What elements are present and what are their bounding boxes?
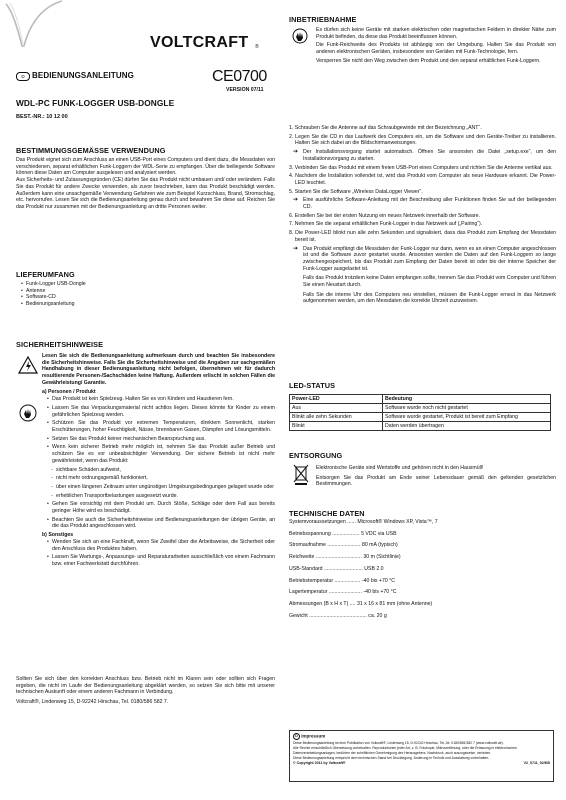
info-hand-icon [18,404,38,422]
intended-use-heading: BESTIMMUNGSGEMÄSSE VERWENDUNG [16,146,166,155]
list-item: - nicht mehr ordnungsgemäß funktioniert, [42,475,275,482]
hint-row [289,197,556,210]
brand-logo: VOLTCRAFT [150,34,249,51]
table-row [290,422,551,431]
crossed-bin-icon [293,463,309,485]
address-text: Voltcraft®, Lindenweg 15, D-92242 Hirschau, Tel. 0180/586 582 7. [16,699,169,706]
disposal-section [316,465,556,488]
step-item: 7. Nehmen Sie die separat erhältlichen Funk-Logger in das Netzwerk auf („Pairing“). [289,221,483,228]
step-item: 2. Legen Sie die CD in das Laufwerk des Computers ein, um die Software und den Geräte-Treiber zu installieren. Halten Sie sich dabei an die Bildschirmanweisungen. [289,133,556,147]
imprint-footer [293,761,550,766]
list-item: • Lassen Sie Wartungs-, Anpassungs- und Reparaturarbeiten ausschließlich von einem Fachmann bzw. einer Fachwerkstatt durchführen. [42,554,275,567]
brand-swoosh-graphic [4,0,64,48]
spec-row: Reichweite ................................ 30 m (Sichtlinie) [289,554,401,561]
intended-use-section [16,157,275,211]
arrow-right-icon: ➔ [293,149,299,156]
right-column [283,0,566,800]
safety-heading: SICHERHEITSHINWEISE [16,340,104,349]
hint-text: Das Produkt empfängt die Messdaten der Funk-Logger nur dann, wenn es an einen Computer angeschlossen ist und die Software zuvor gestartet wurde. Ansonsten werden die Daten auf den Funk-Loggern so lange zwischengespeichert, bis das Produkt zum Empfang der Daten bereit ist oder bis der interne Speicher der Funk-Logger ausgelastet ist. [303,245,556,272]
product-title: WDL-PC FUNK-LOGGER USB-DONGLE [16,98,175,108]
tech-data-list [289,517,556,622]
table-cell: Software wurde noch nicht gestartet [383,404,551,413]
language-badge-icon: D [16,72,30,81]
hint-row [289,246,556,273]
note-text: Die Funk-Reichweite des Produkts ist abhängig von der Umgebung. Halten Sie das Produkt von anderen elektronischen Geräten, insbesondere von Geräten mit Funk-Technologie, fern. [316,42,556,56]
imprint-text: Diese Bedienungsanleitung ist eine Publikation von Voltcraft®, Lindenweg 15, D-92242 Hirschau, Tel.-Nr. 0180/586 582 7 (www.voltcraft.de). [293,741,504,745]
sub-heading-persons: a) Personen / Produkt [42,388,96,395]
spec-row: Abmessungen (B x H x T) .... 31 x 16 x 81 mm (ohne Antenne) [289,600,433,607]
arrow-right-icon: ➔ [293,245,299,252]
commissioning-notes [316,27,556,65]
list-item: • Antenne [16,288,275,295]
closing-text: Sollten Sie sich über den korrekten Anschluss bzw. Betrieb nicht im Klaren sein oder sollten sich Fragen ergeben, die nicht im Laufe der Bedienungsanleitung abgeklärt werden, so setzen Sie sich bitte mit unserer technischen Auskunft oder einem anderen Fachmann in Verbindung. [16,676,275,696]
table-cell: Blinkt alle zehn Sekunden [290,413,383,422]
commissioning-heading: INBETRIEBNAHME [289,15,357,24]
imprint-text: Diese Bedienungsanleitung entspricht dem technischen Stand bei Drucklegung. Änderung in Technik und Ausstattung vorbehalten. [293,755,490,760]
ce-mark: CE0700 [212,68,267,85]
note-text: Versperren Sie nicht den Weg zwischen dem Produkt und den separat erhältlichen Funk-Loggern. [316,57,541,64]
imprint-text: Alle Rechte einschließlich Übersetzung vorbehalten. Reproduktionen jeder Art, z. B. Fotokopie, Mikroverfilmung, oder die Erfassung in elektronischen Datenverarbeitungsanlagen, bedürfen der schriftlichen Genehmigung des Herausgebers. Nachdruck, auch auszugsweise, verboten. [293,746,517,755]
list-item: • Funk-Logger USB-Dongle [16,281,275,288]
step-item: 3. Verbinden Sie das Produkt mit einem freien USB-Port eines Computers und richten Sie die Antenne vertikal aus. [289,164,553,171]
spec-row: Betriebstemperatur .................. -40 bis +70 °C [289,577,396,584]
hint-text: Eine ausführliche Software-Anleitung mit der Beschreibung aller Funktionen finden Sie auf der beiliegenden CD. [303,197,556,211]
led-status-table [289,394,551,431]
document-code: V2_0711_02/KB [523,761,550,766]
hint-row [289,149,556,162]
safety-section [42,353,275,568]
list-item: • Schützen Sie das Produkt vor extremen Temperaturen, direktem Sonnenlicht, starken Erschütterungen, hoher Feuchtigkeit, Nässe, brennbaren Gasen, Dämpfen und Lösungsmitteln. [42,420,275,433]
arrow-right-icon: ➔ [293,197,299,204]
intended-use-text-1: Das Produkt eignet sich zum Anschluss an einen USB-Port eines Computers und dient dazu, die Messdaten von verschiedenen, separat erhältlichen Funk-Loggern der WDL-Serie zu empfangen. Über die beiliegende Software können diese Daten am Computer ausgelesen und analysiert werden. [16,157,275,177]
commissioning-steps [289,125,556,305]
spec-row: Systemvoraussetzungen ...... Microsoft® Windows XP, Vista™, 7 [289,519,438,525]
step-item: 1. Schrauben Sie die Antenne auf das Schraubgewinde mit der Bezeichnung „ANT“. [289,125,482,131]
list-item: • Wenden Sie sich an eine Fachkraft, wenn Sie Zweifel über die Arbeitsweise, die Sicherheit oder den Anschluss des Produktes haben. [42,539,275,552]
sub-heading-misc: b) Sonstiges [42,532,74,539]
hint-text: Der Installationsvorgang startet automatisch. Öffnen Sie ansonsten die Datei „setup.exe“, um den Installationsvorgang zu starten. [303,149,556,162]
table-row [290,413,551,422]
list-item: • Gehen Sie vorsichtig mit dem Produkt um. Durch Stöße, Schläge oder dem Fall aus bereits geringer Höhe wird es beschädigt. [42,501,275,514]
disposal-text-1: Elektronische Geräte sind Wertstoffe und gehören nicht in den Hausmüll! [316,465,484,471]
step-item: 8. Die Power-LED blinkt nun alle zehn Sekunden und signalisiert, dass das Produkt zum Empfang der Messdaten bereit ist. [289,230,556,243]
registered-mark: ® [255,44,259,50]
table-header-row [290,395,551,404]
column-header: Bedeutung [383,395,551,404]
list-item: - über einen längeren Zeitraum unter ungünstigen Umgebungsbedingungen gelagert wurde oder [42,484,275,491]
note-text: Es dürfen sich keine Geräte mit starken elektrischen oder magnetischen Feldern in direkter Nähe zum Produkt befinden, da diese das Produkt beeinflussen können. [316,27,556,40]
hint-text: Falls das Produkt trotzdem keine Daten empfangen sollte, trennen Sie das Produkt vom Computer und führen Sie einen Neustart durch. [303,275,556,289]
table-cell: Daten werden übertragen [383,422,551,431]
tech-data-heading: TECHNISCHE DATEN [289,509,365,518]
list-item: - erheblichen Transportbelastungen ausgesetzt wurde. [42,493,275,500]
list-item: • Software-CD [16,294,275,301]
version-label: VERSION 07/11 [226,87,264,93]
table-cell: Blinkt [290,422,383,431]
scope-list [16,281,275,308]
spec-row: Lagertemperatur ....................... -40 bis +70 °C [289,589,397,596]
table-row [290,404,551,413]
copyright-text: © Copyright 2011 by Voltcraft® [293,761,346,766]
led-status-heading: LED-STATUS [289,381,336,390]
step-item: 5. Starten Sie die Software „Wireless DataLogger Viewer“. [289,188,423,195]
imprint-title-row [293,733,550,740]
spec-row: USB-Standard ........................... USB 2.0 [289,565,384,572]
language-badge-icon: D [293,733,300,740]
info-hand-icon [291,28,309,44]
table-cell: Software wurde gestartet, Produkt ist bereit zum Empfang [383,413,551,422]
list-item: • Bedienungsanleitung [16,301,275,308]
list-item: - sichtbare Schäden aufweist, [42,467,275,474]
list-item: • Beachten Sie auch die Sicherheitshinweise und Bedienungsanleitungen der übrigen Geräte, an die das Produkt angeschlossen wird. [42,517,275,530]
manual-label: BEDIENUNGSANLEITUNG [32,71,134,80]
step-item: 4. Nachdem die Installation vollendet ist, wird das Produkt vom Computer als neue Hardware erkannt. Die Power-LED leuchtet. [289,173,556,186]
spec-row: Gewicht ........................................ ca. 20 g [289,612,387,619]
warning-triangle-icon [18,356,38,374]
scope-heading: LIEFERUMFANG [16,270,75,279]
list-item: • Lassen Sie das Verpackungsmaterial nicht achtlos liegen. Dieses könnte für Kinder zu einem gefährlichen Spielzeug werden. [42,405,275,418]
safety-closing [16,676,275,706]
list-item: • Das Produkt ist kein Spielzeug. Halten Sie es von Kindern und Haustieren fern. [42,396,275,403]
disposal-text-2: Entsorgen Sie das Produkt am Ende seiner Lebensdauer gemäß den geltenden gesetzlichen Bestimmungen. [316,474,556,488]
step-item: 6. Erstellen Sie bei der ersten Nutzung ein neues Netzwerk innerhalb der Software. [289,212,480,219]
list-item: • Wenn kein sicherer Betrieb mehr möglich ist, nehmen Sie das Produkt außer Betrieb und schützen Sie es vor unbeabsichtigter Verwendung. Der sichere Betrieb ist nicht mehr gewährleistet, wenn das Produkt: [42,444,275,464]
list-item: • Setzen Sie das Produkt keiner mechanischen Beanspruchung aus. [42,436,275,443]
table-cell: Aus [290,404,383,413]
intended-use-text-2: Aus Sicherheits- und Zulassungsgründen (CE) dürfen Sie das Produkt nicht umbauen und/ oder verändern. Falls Sie das Produkt für andere Zwecke verwenden, als zuvor beschrieben, kann das Produkt beschädigt werden. Außerdem kann eine unsachgemäße Verwendung Gefahren wie zum Beispiel Kurzschluss, Brand, Stromschlag, etc. hervorrufen. Lesen Sie sich die Bedienungsanleitung genau durch und bewahren Sie diese auf. Reichen Sie das Produkt nur zusammen mit der Bedienungsanleitung an dritte Personen weiter. [16,177,275,210]
disposal-heading: ENTSORGUNG [289,451,343,460]
safety-warning-text: Lesen Sie sich die Bedienungsanleitung aufmerksam durch und beachten Sie insbesondere die Sicherheitshinweise. Falls Sie die Sicherheitshinweise und die Angaben zur sachgemäßen Handhabung in dieser Bedienungsanleitung nicht befolgen, übernehmen wir für dadurch resultierende Personen-/Sachschäden keine Haftung. Außerdem erlischt in solchen Fällen die Gewährleistung/ Garantie. [42,353,275,386]
order-number: BEST.-NR.: 10 12 00 [16,114,68,120]
imprint-title: Impressum [301,733,326,739]
spec-row: Stromaufnahme ....................... 80 mA (typisch) [289,542,398,549]
spec-row: Betriebsspannung ................... 5 VDC via USB [289,530,397,537]
column-header: Power-LED [290,395,383,404]
imprint-box [289,730,554,782]
hint-text: Falls Sie die interne Uhr des Computers neu einstellen, müssen die Funk-Logger erneut in das Netzwerk aufgenommen werden, um den Messdaten die korrekte Uhrzeit zuzuweisen. [303,291,556,305]
